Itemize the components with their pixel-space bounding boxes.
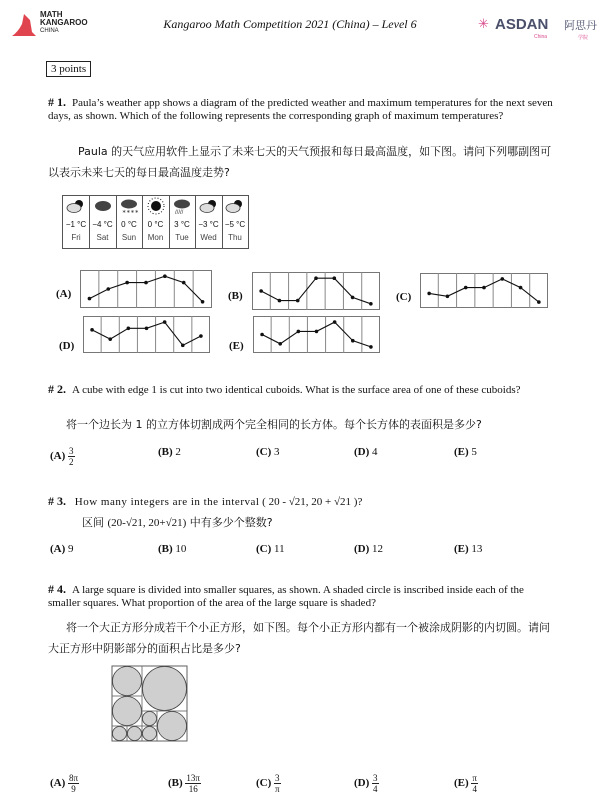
option-label: (B) (158, 543, 173, 555)
weather-temp: −1 °C (65, 220, 87, 229)
svg-text://///: ///// (175, 210, 184, 216)
answer-option[interactable] (168, 773, 201, 794)
denominator: 2 (69, 457, 74, 467)
graph-frame (81, 271, 212, 308)
option-label: (A) (50, 777, 66, 790)
question-number: # 2. (48, 382, 66, 396)
data-point (332, 276, 336, 280)
asdan-cn-sub: 学院 (578, 35, 589, 41)
answer-option[interactable] (454, 543, 482, 555)
data-point (369, 345, 373, 349)
data-point (464, 286, 468, 290)
answer-option[interactable] (50, 773, 79, 794)
asdan-star-icon: ✳ (478, 16, 489, 31)
data-point (260, 333, 264, 337)
weather-day-cell (116, 196, 143, 248)
question-number: # 1. (48, 95, 66, 109)
graph-frame (421, 274, 548, 308)
weather-day: Thu (228, 233, 242, 242)
shaded-circle (143, 712, 157, 726)
denominator: 16 (188, 784, 198, 794)
weather-temp: 3 °C (174, 220, 190, 229)
data-point (88, 297, 92, 301)
fraction (68, 773, 79, 794)
data-point (278, 299, 282, 303)
answer-option[interactable] (50, 543, 74, 555)
weather-day: Sat (96, 233, 109, 242)
question-text: Paula’s weather app shows a diagram of the predicted weather and maximum temperatures for the next seven days, as shown. Which of the following represents the corresponding graph of maximum temperatures? (48, 97, 553, 122)
answer-options (50, 446, 570, 470)
data-point (201, 300, 205, 304)
shaded-circle (113, 697, 142, 726)
option-label: (A) (50, 450, 66, 463)
question-4 (48, 583, 558, 610)
option-label: (C) (256, 543, 272, 555)
data-point (537, 300, 541, 304)
data-point (125, 281, 129, 285)
sun-icon (143, 196, 169, 218)
asdan-cn: 阿思丹 (564, 19, 597, 32)
option-graph[interactable] (252, 272, 380, 310)
weather-table (62, 195, 249, 249)
weather-day-cell (169, 196, 196, 248)
question-text-cn (82, 514, 273, 530)
rain-icon (169, 196, 195, 218)
data-point (297, 330, 301, 334)
logo-text: KANGAROO (40, 18, 88, 27)
question-mark: ? (357, 496, 363, 508)
question-text: A large square is divided into smaller squares, as shown. A shaded circle is inscribed inside each of the smaller squares. What proportion of the area of the large square is shaded? (48, 584, 524, 609)
option-label: (E) (454, 543, 469, 555)
numerator: 3 (373, 773, 378, 783)
denominator: π (275, 784, 280, 794)
option-label[interactable]: (A) (56, 288, 72, 300)
data-point (90, 328, 94, 332)
answer-option[interactable] (354, 543, 383, 555)
data-point (351, 339, 355, 343)
answer-option[interactable] (354, 446, 378, 458)
denominator: 4 (472, 784, 477, 794)
option-label[interactable]: (B) (228, 290, 243, 302)
numerator: 8π (69, 773, 79, 783)
logo-text: MATH (40, 10, 63, 19)
weather-day: Mon (147, 233, 164, 242)
weather-temp: −5 °C (224, 220, 246, 229)
option-graph[interactable] (253, 316, 380, 353)
option-label: (C) (256, 446, 272, 458)
option-graph[interactable] (420, 273, 548, 308)
numerator: π (472, 773, 477, 783)
weather-day-cell (143, 196, 170, 248)
option-label: (B) (168, 777, 183, 790)
data-point (145, 327, 149, 331)
data-point (500, 277, 504, 281)
shaded-circle (113, 667, 142, 696)
option-label: (A) (50, 543, 66, 555)
data-point (259, 289, 263, 293)
weather-temp: 0 °C (147, 220, 164, 229)
option-value: 2 (175, 446, 181, 458)
question-number: # 3. (48, 494, 66, 508)
option-value: 5 (471, 446, 477, 458)
cn-text: 区间 (82, 516, 104, 529)
option-value: 12 (372, 543, 384, 555)
asdan-sub: China (534, 34, 548, 40)
graph-line (89, 276, 202, 302)
page-title: Kangaroo Math Competition 2021 (China) – Level 6 (163, 17, 417, 31)
partly-cloudy-icon (196, 196, 222, 218)
data-point (333, 320, 337, 324)
data-point (296, 299, 300, 303)
shaded-circle (158, 712, 187, 741)
graph-frame (84, 317, 210, 353)
cloud-icon (90, 196, 116, 218)
question-text-cn: Paula 的天气应用软件上显示了未来七天的天气预报和每日最高温度，如下图。请问下列哪副图可以表示未来七天的每日最高温度走势? (48, 145, 552, 179)
option-label: (D) (354, 446, 370, 458)
answer-options (50, 773, 570, 799)
question-text: A cube with edge 1 is cut into two identical cuboids. What is the surface area of one of these cuboids? (72, 384, 521, 396)
answer-option[interactable] (256, 773, 281, 794)
answer-option[interactable] (354, 773, 379, 794)
option-graph[interactable] (80, 270, 212, 308)
answer-option[interactable] (454, 446, 477, 458)
kangaroo-icon (10, 10, 40, 40)
section-label: 3 points (46, 61, 91, 77)
weather-day-cell (90, 196, 117, 248)
option-label[interactable]: (E) (229, 340, 244, 352)
option-value: 13 (471, 543, 483, 555)
data-point (127, 327, 131, 331)
graph-line (92, 322, 201, 345)
question-2 (48, 383, 558, 397)
fraction (372, 773, 379, 794)
numerator: 13π (186, 773, 200, 783)
data-point (446, 295, 450, 299)
data-point (181, 344, 185, 348)
option-label: (D) (354, 777, 370, 790)
answer-option[interactable] (256, 543, 285, 555)
option-value: 9 (68, 543, 74, 555)
weather-temp: −3 °C (198, 220, 219, 229)
partly-cloudy-icon (222, 196, 248, 218)
data-point (427, 292, 431, 296)
graph-line (261, 278, 371, 304)
squares-circles-figure (111, 665, 188, 742)
question-text-cn: 将一个边长为 1 的立方体切割成两个完全相同的长方体。每个长方体的表面积是多少? (66, 418, 482, 431)
data-point (163, 320, 167, 324)
option-label: (E) (454, 446, 469, 458)
denominator: 4 (373, 784, 378, 794)
data-point (482, 286, 486, 290)
fraction (68, 446, 75, 467)
answer-option[interactable] (256, 446, 280, 458)
fraction (471, 773, 478, 794)
answer-option[interactable] (158, 543, 186, 555)
option-label: (D) (354, 543, 370, 555)
cn-text: 中有多少个整数? (189, 516, 273, 529)
question-1 (48, 96, 558, 123)
question-3 (48, 494, 558, 509)
math-kangaroo-logo (10, 10, 90, 40)
option-label[interactable]: (C) (396, 291, 412, 303)
data-point (163, 274, 167, 278)
answer-option[interactable] (158, 446, 181, 458)
answer-option[interactable] (50, 446, 75, 467)
answer-option[interactable] (454, 773, 478, 794)
data-point (199, 334, 203, 338)
weather-day-cell (63, 196, 90, 248)
data-point (106, 287, 110, 291)
fraction (274, 773, 281, 794)
option-value: 11 (274, 543, 285, 555)
shaded-circle (143, 667, 187, 711)
data-point (144, 281, 148, 285)
data-point (108, 337, 112, 341)
interval-expression: ( 20 - √21, 20 + √21 ) (262, 496, 358, 508)
asdan-logo (478, 14, 598, 40)
question-number: # 4. (48, 582, 66, 596)
option-graph[interactable] (83, 316, 210, 353)
weather-day: Fri (71, 233, 81, 242)
asdan-text: ASDAN (495, 16, 549, 33)
svg-text:∗∗∗∗: ∗∗∗∗ (122, 209, 139, 215)
weather-day-cell (196, 196, 223, 248)
numerator: 3 (275, 773, 280, 783)
shaded-circle (128, 727, 142, 741)
weather-day-cell (222, 196, 249, 248)
weather-temp: −4 °C (92, 220, 113, 229)
data-point (519, 286, 523, 290)
option-label[interactable]: (D) (59, 340, 75, 352)
weather-day: Tue (175, 233, 189, 242)
data-point (369, 302, 373, 306)
graph-line (262, 322, 371, 347)
graph-line (429, 279, 539, 302)
option-value: 3 (274, 446, 280, 458)
option-value: 10 (175, 543, 187, 555)
weather-day: Wed (200, 233, 217, 242)
data-point (315, 330, 319, 334)
option-value: 4 (372, 446, 378, 458)
data-point (351, 296, 355, 300)
question-text-cn: 将一个大正方形分成若干个小正方形，如下图。每个小正方形内都有一个被涂成阴影的内切圆。请问大正方形中阴影部分的面积占比是多少? (48, 621, 550, 655)
data-point (314, 276, 318, 280)
numerator: 3 (69, 446, 74, 456)
option-label: (B) (158, 446, 173, 458)
partly-cloudy-icon (63, 196, 89, 218)
graph-frame (254, 317, 380, 353)
option-label: (E) (454, 777, 469, 790)
denominator: 9 (71, 784, 76, 794)
shaded-circle (143, 727, 157, 741)
interval-expression: (20-√21, 20+√21) (107, 517, 187, 529)
shaded-circle (113, 727, 127, 741)
data-point (278, 342, 282, 346)
fraction (185, 773, 201, 794)
answer-options (50, 543, 570, 563)
weather-day: Sun (121, 233, 137, 242)
option-label: (C) (256, 777, 272, 790)
snow-icon (116, 196, 142, 218)
logo-text: CHINA (40, 28, 59, 34)
data-point (182, 281, 186, 285)
weather-temp: 0 °C (121, 220, 137, 229)
question-text: How many integers are in the interval (74, 496, 260, 508)
